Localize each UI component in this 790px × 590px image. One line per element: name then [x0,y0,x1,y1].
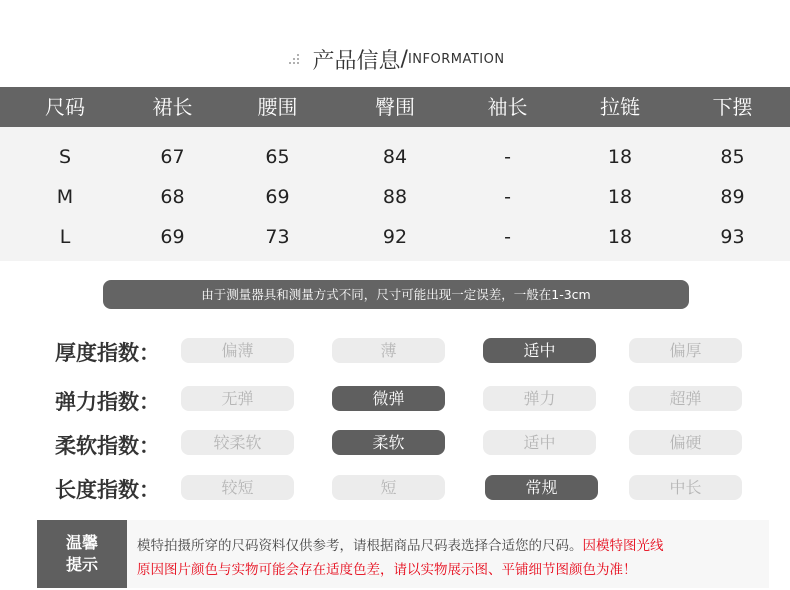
header-zipper: 拉链 [600,95,640,119]
softness-option-soft-selected: 柔软 [332,430,445,455]
header-sleeve: 袖长 [487,95,528,119]
table-cell: 85 [720,146,745,168]
length-option-regular-selected: 常规 [485,475,598,500]
tips-title-line1: 温馨 [65,533,98,552]
thickness-index-label: 厚度指数： [55,341,160,365]
table-cell: 73 [265,226,290,248]
elasticity-option-none: 无弹 [181,386,294,411]
title-cn: 产品信息 [312,49,401,74]
length-option-midi: 中长 [629,475,742,500]
thickness-option-lighter: 薄 [332,338,445,363]
table-cell: S [58,146,72,168]
table-cell: 18 [607,146,633,168]
table-cell: - [504,146,511,168]
length-option-short: 短 [332,475,445,500]
measurement-note: 由于测量器具和测量方式不同，尺寸可能出现一定误差，一般在1-3cm [103,280,689,309]
table-cell: 69 [160,226,185,248]
table-row [0,137,790,177]
tips-panel [37,520,769,588]
table-cell: 88 [382,186,408,208]
header-hip: 臀围 [375,95,415,119]
length-option-shorter: 较短 [181,475,294,500]
table-cell: - [504,186,511,208]
header-hem: 下摆 [712,95,753,119]
thickness-option-thin: 偏薄 [181,338,294,363]
length-index-label: 长度指数： [55,478,160,502]
table-cell: 67 [160,146,185,168]
table-cell: 89 [720,186,745,208]
table-cell: 68 [160,186,185,208]
header-waist: 腰围 [257,95,298,119]
section-title [0,44,790,75]
table-cell: 65 [265,146,290,168]
table-row [0,177,790,217]
table-cell: 84 [382,146,408,168]
thickness-option-medium-selected: 适中 [483,338,596,363]
softness-index-label: 柔软指数： [55,434,160,458]
softness-option-stiff: 偏硬 [629,430,742,455]
title-en: INFORMATION [407,52,505,67]
tips-line1 [137,534,664,554]
tips-line1-text: 模特拍摄所穿的尺码资料仅供参考，请根据商品尺码表选择合适您的尺码。 [137,538,583,554]
tips-line2: 原因图片颜色与实物可能会存在适度色差，请以实物展示图、平铺细节图颜色为准！ [137,562,637,578]
softness-option-medium: 适中 [483,430,596,455]
elasticity-option-super: 超弹 [629,386,742,411]
table-cell: 69 [265,186,290,208]
thickness-option-thick: 偏厚 [629,338,742,363]
table-header [0,87,790,127]
softness-option-softer: 较柔软 [181,430,294,455]
table-cell: 18 [607,226,633,248]
elasticity-option-stretch: 弹力 [483,386,596,411]
title-separator: / [400,47,408,72]
elasticity-index-label: 弹力指数： [55,390,160,414]
tips-title-box [37,520,127,588]
table-body [0,127,790,261]
table-cell: L [59,226,71,248]
dots-icon [285,54,301,66]
size-table [0,87,790,261]
tips-title-line2: 提示 [65,555,98,574]
table-cell: - [504,226,511,248]
table-cell: M [56,186,74,208]
elasticity-option-slight-selected: 微弹 [332,386,445,411]
table-row [0,217,790,257]
header-length: 裙长 [152,95,193,119]
header-size: 尺码 [45,95,85,119]
table-cell: 18 [607,186,633,208]
table-cell: 92 [382,226,408,248]
table-cell: 93 [720,226,745,248]
tips-line1-red-text: 因模特图光线 [582,538,664,554]
